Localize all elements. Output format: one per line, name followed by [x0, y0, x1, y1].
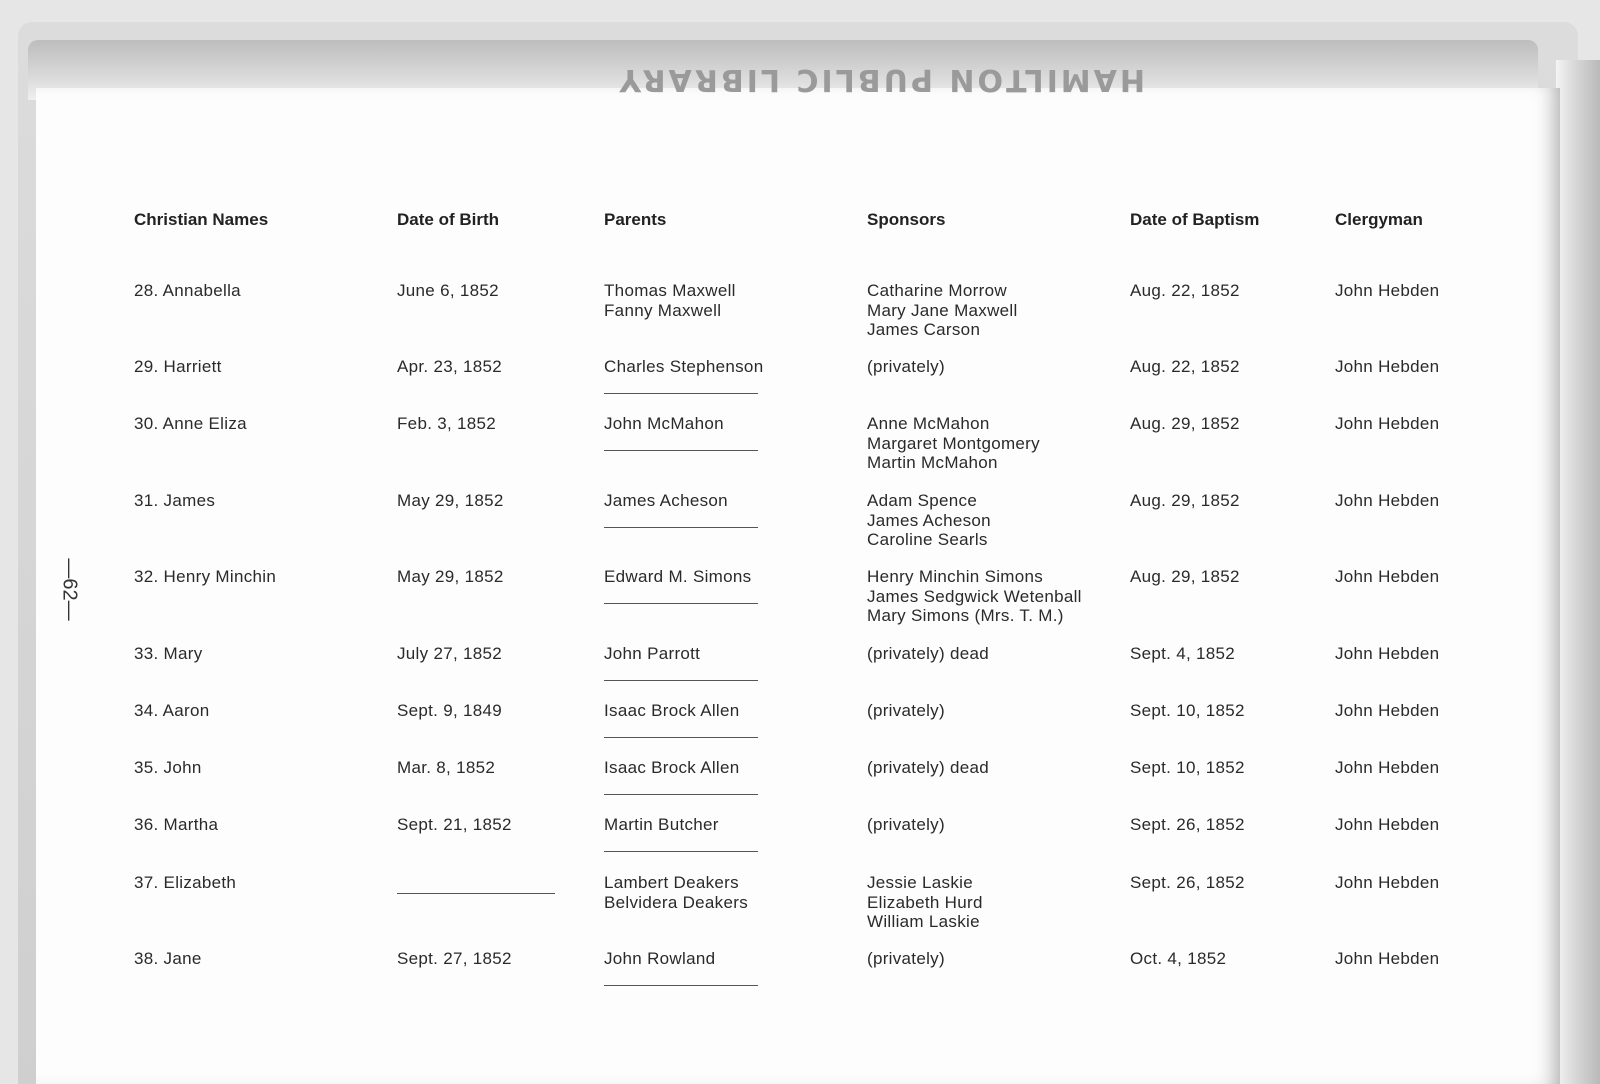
sponsors-line: (privately) [867, 357, 945, 376]
row-30-christian-name [134, 414, 247, 434]
date-of-baptism-line: Sept. 26, 1852 [1130, 873, 1245, 892]
row-34-date-of-baptism [1130, 701, 1245, 721]
parents-underline [604, 527, 758, 528]
header-clergyman: Clergyman [1335, 210, 1423, 229]
christian-name-line: 31. James [134, 491, 216, 510]
row-37-sponsors [867, 873, 983, 932]
parents-underline [604, 794, 758, 795]
row-29-christian-name [134, 357, 222, 377]
row-35-parents [604, 758, 740, 778]
row-36-date-of-birth [397, 815, 512, 835]
row-36-sponsors [867, 815, 945, 835]
row-38-clergyman [1335, 949, 1439, 969]
row-31-parents [604, 491, 728, 511]
date-of-birth-line: Feb. 3, 1852 [397, 414, 497, 433]
parents-line: Isaac Brock Allen [604, 758, 740, 777]
parents-line: Lambert Deakers [604, 873, 739, 892]
row-37-christian-name [134, 873, 236, 893]
row-32-christian-name [134, 567, 276, 587]
birth-blank-line [397, 893, 555, 894]
sponsors-line: Martin McMahon [867, 453, 998, 472]
row-31-date-of-baptism [1130, 491, 1240, 511]
clergyman-line: John Hebden [1335, 567, 1440, 586]
sponsors-line: Jessie Laskie [867, 873, 973, 892]
date-of-baptism-line: Sept. 26, 1852 [1130, 815, 1245, 834]
date-of-birth-line: Sept. 9, 1849 [397, 701, 503, 720]
date-of-birth-line: June 6, 1852 [397, 281, 499, 300]
clergyman-line: John Hebden [1335, 949, 1440, 968]
sponsors-line: Margaret Montgomery [867, 433, 1040, 453]
parents-line: Isaac Brock Allen [604, 701, 740, 720]
row-29-parents [604, 357, 763, 377]
header-sponsors: Sponsors [867, 210, 946, 229]
header-parents: Parents [604, 210, 667, 229]
library-stamp: HAMILTON PUBLIC LIBRARY [616, 62, 1145, 97]
parents-underline [604, 603, 758, 604]
row-28-christian-name [134, 281, 241, 301]
date-of-baptism-line: Aug. 29, 1852 [1130, 491, 1240, 510]
row-30-parents [604, 414, 724, 434]
christian-name-line: 33. Mary [134, 644, 203, 663]
row-33-date-of-baptism [1130, 644, 1235, 664]
row-37-clergyman [1335, 873, 1439, 893]
parents-underline [604, 680, 758, 681]
row-34-parents [604, 701, 740, 721]
row-34-sponsors [867, 701, 945, 721]
christian-name-line: 37. Elizabeth [134, 873, 237, 892]
row-38-date-of-baptism [1130, 949, 1226, 969]
sponsors-line: Catharine Morrow [867, 281, 1007, 300]
header-date-of-baptism: Date of Baptism [1130, 210, 1260, 229]
row-29-sponsors [867, 357, 945, 377]
christian-name-line: 30. Anne Eliza [134, 414, 247, 433]
date-of-baptism-line: Sept. 10, 1852 [1130, 758, 1245, 777]
sponsors-line: Elizabeth Hurd [867, 892, 983, 912]
row-35-clergyman [1335, 758, 1439, 778]
row-32-parents [604, 567, 751, 587]
row-37-date-of-baptism [1130, 873, 1245, 893]
row-32-date-of-baptism [1130, 567, 1240, 587]
row-31-christian-name [134, 491, 215, 511]
row-30-clergyman [1335, 414, 1439, 434]
row-31-clergyman [1335, 491, 1439, 511]
row-36-parents [604, 815, 719, 835]
clergyman-line: John Hebden [1335, 357, 1440, 376]
row-29-date-of-baptism [1130, 357, 1240, 377]
date-of-baptism-line: Oct. 4, 1852 [1130, 949, 1227, 968]
sponsors-line: Mary Jane Maxwell [867, 300, 1018, 320]
row-33-christian-name [134, 644, 203, 664]
row-32-sponsors [867, 567, 1082, 626]
header-christian-names: Christian Names [134, 210, 269, 229]
row-35-christian-name [134, 758, 202, 778]
sponsors-line: James Sedgwick Wetenball [867, 586, 1082, 606]
row-33-date-of-birth [397, 644, 502, 664]
clergyman-line: John Hebden [1335, 644, 1440, 663]
row-38-sponsors [867, 949, 945, 969]
sponsors-line: (privately) [867, 701, 945, 720]
sponsors-line: (privately) [867, 949, 945, 968]
row-28-sponsors [867, 281, 1018, 340]
date-of-birth-line: July 27, 1852 [397, 644, 503, 663]
parents-underline [604, 393, 758, 394]
row-32-clergyman [1335, 567, 1439, 587]
page-number: —62— [58, 558, 81, 621]
row-30-sponsors [867, 414, 1040, 473]
clergyman-line: John Hebden [1335, 815, 1440, 834]
date-of-birth-line: May 29, 1852 [397, 567, 504, 586]
date-of-birth-line: Sept. 21, 1852 [397, 815, 512, 834]
row-30-date-of-baptism [1130, 414, 1240, 434]
row-35-date-of-baptism [1130, 758, 1245, 778]
parents-line: James Acheson [604, 491, 728, 510]
parents-line: Edward M. Simons [604, 567, 752, 586]
date-of-birth-line: Sept. 27, 1852 [397, 949, 512, 968]
parents-line: John McMahon [604, 414, 724, 433]
sponsors-line: (privately) dead [867, 758, 989, 777]
parents-line: Fanny Maxwell [604, 300, 722, 320]
parents-line: Charles Stephenson [604, 357, 764, 376]
clergyman-line: John Hebden [1335, 414, 1440, 433]
sponsors-line: (privately) [867, 815, 945, 834]
christian-name-line: 34. Aaron [134, 701, 210, 720]
row-28-clergyman [1335, 281, 1439, 301]
sponsors-line: Caroline Searls [867, 530, 988, 549]
date-of-baptism-line: Aug. 29, 1852 [1130, 567, 1240, 586]
row-36-clergyman [1335, 815, 1439, 835]
christian-name-line: 35. John [134, 758, 202, 777]
date-of-baptism-line: Aug. 22, 1852 [1130, 357, 1240, 376]
date-of-baptism-line: Sept. 10, 1852 [1130, 701, 1245, 720]
row-35-date-of-birth [397, 758, 495, 778]
row-36-date-of-baptism [1130, 815, 1245, 835]
date-of-birth-line: May 29, 1852 [397, 491, 504, 510]
parents-line: John Rowland [604, 949, 716, 968]
christian-name-line: 38. Jane [134, 949, 202, 968]
christian-name-line: 28. Annabella [134, 281, 241, 300]
row-38-date-of-birth [397, 949, 512, 969]
sponsors-line: Mary Simons (Mrs. T. M.) [867, 606, 1064, 625]
row-29-clergyman [1335, 357, 1439, 377]
row-30-date-of-birth [397, 414, 496, 434]
row-31-date-of-birth [397, 491, 504, 511]
row-36-christian-name [134, 815, 218, 835]
parents-underline [604, 985, 758, 986]
parents-underline [604, 737, 758, 738]
date-of-baptism-line: Aug. 29, 1852 [1130, 414, 1240, 433]
row-28-date-of-birth [397, 281, 499, 301]
row-34-christian-name [134, 701, 209, 721]
sponsors-line: Anne McMahon [867, 414, 990, 433]
row-35-sponsors [867, 758, 989, 778]
book-right-edge [1556, 60, 1600, 1084]
parents-underline [604, 450, 758, 451]
parents-underline [604, 851, 758, 852]
christian-name-line: 36. Martha [134, 815, 219, 834]
clergyman-line: John Hebden [1335, 491, 1440, 510]
row-38-christian-name [134, 949, 202, 969]
parents-line: Belvidera Deakers [604, 892, 748, 912]
clergyman-line: John Hebden [1335, 873, 1440, 892]
clergyman-line: John Hebden [1335, 281, 1440, 300]
row-28-parents [604, 281, 736, 320]
date-of-baptism-line: Aug. 22, 1852 [1130, 281, 1240, 300]
row-34-clergyman [1335, 701, 1439, 721]
parents-line: John Parrott [604, 644, 701, 663]
parents-line: Martin Butcher [604, 815, 719, 834]
christian-name-line: 32. Henry Minchin [134, 567, 277, 586]
row-37-parents [604, 873, 748, 912]
parents-line: Thomas Maxwell [604, 281, 736, 300]
sponsors-line: James Acheson [867, 510, 991, 530]
row-33-parents [604, 644, 700, 664]
header-date-of-birth: Date of Birth [397, 210, 499, 229]
clergyman-line: John Hebden [1335, 758, 1440, 777]
sponsors-line: (privately) dead [867, 644, 989, 663]
sponsors-line: William Laskie [867, 912, 980, 931]
christian-name-line: 29. Harriett [134, 357, 222, 376]
date-of-birth-line: Apr. 23, 1852 [397, 357, 503, 376]
date-of-baptism-line: Sept. 4, 1852 [1130, 644, 1236, 663]
row-32-date-of-birth [397, 567, 504, 587]
row-33-sponsors [867, 644, 989, 664]
row-33-clergyman [1335, 644, 1439, 664]
row-34-date-of-birth [397, 701, 502, 721]
clergyman-line: John Hebden [1335, 701, 1440, 720]
sponsors-line: Henry Minchin Simons [867, 567, 1044, 586]
row-38-parents [604, 949, 715, 969]
row-31-sponsors [867, 491, 991, 550]
row-29-date-of-birth [397, 357, 502, 377]
date-of-birth-line: Mar. 8, 1852 [397, 758, 496, 777]
row-28-date-of-baptism [1130, 281, 1240, 301]
sponsors-line: James Carson [867, 320, 981, 339]
sponsors-line: Adam Spence [867, 491, 978, 510]
